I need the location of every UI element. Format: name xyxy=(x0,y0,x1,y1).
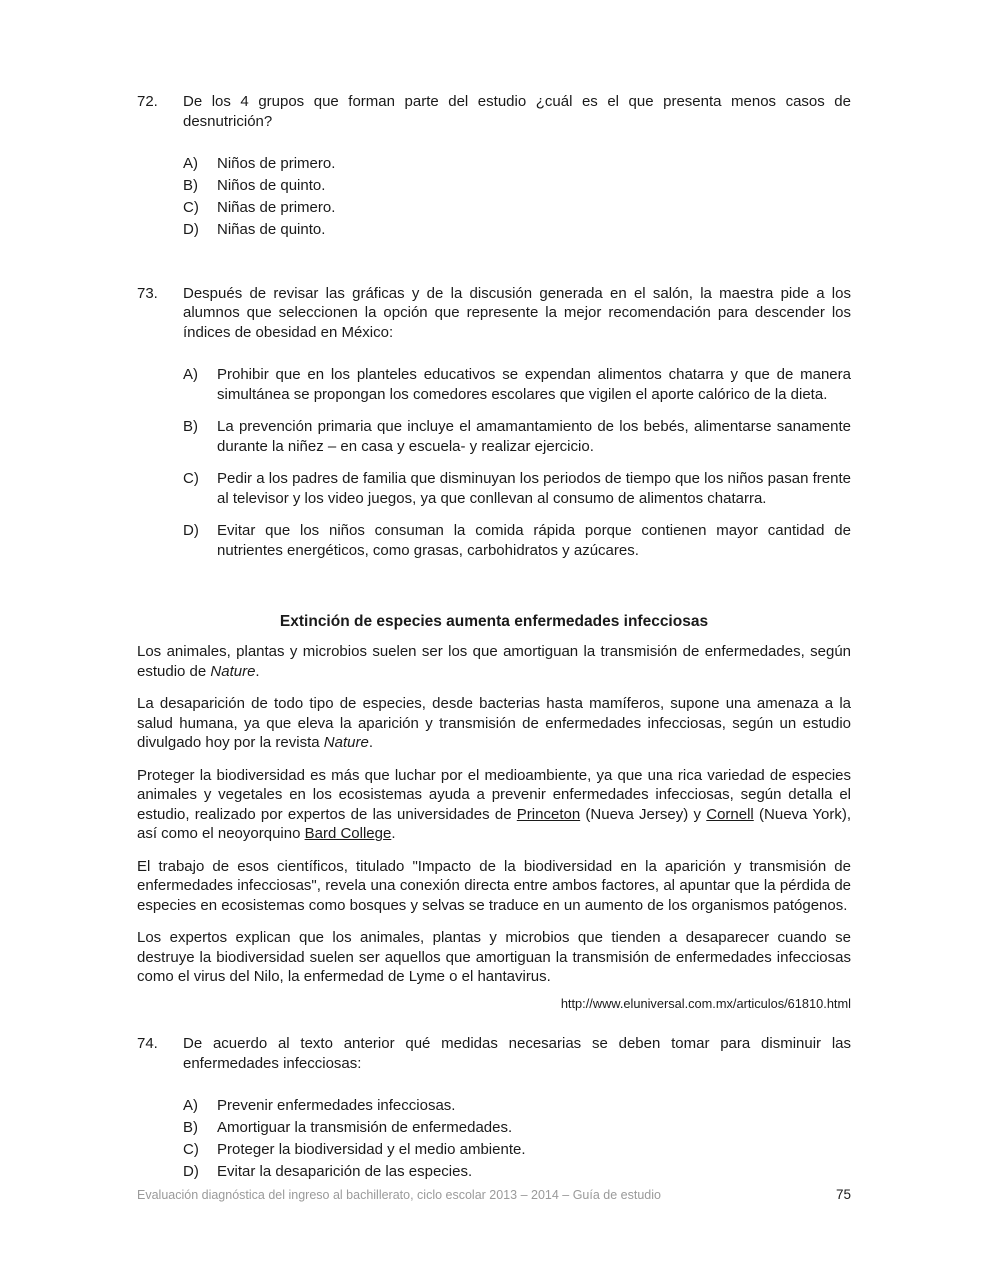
question-number: 72. xyxy=(137,93,158,110)
option-label: D) xyxy=(183,221,199,238)
article-paragraph: Los animales, plantas y microbios suelen ser los que amortiguan la transmisión de enfermedades, según estudio de Nature. xyxy=(137,643,851,680)
option-label: C) xyxy=(183,1141,199,1159)
option-row xyxy=(183,1162,851,1182)
question-74 xyxy=(137,1034,851,1182)
page-number: 75 xyxy=(835,1187,851,1202)
page-footer xyxy=(137,1186,851,1204)
option-label: D) xyxy=(183,522,199,539)
option-text: Evitar que los niños consuman la comida rápida porque contienen mayor cantidad de nutrientes energéticos, como grasas, carbohidratos y azúcares. xyxy=(217,522,851,559)
option-label: B) xyxy=(183,177,198,194)
option-text: Proteger la biodiversidad y el medio ambiente. xyxy=(217,1141,526,1159)
article-title: Extinción de especies aumenta enfermedades infecciosas xyxy=(279,613,709,630)
option-label: B) xyxy=(183,418,198,435)
footer-document-title: Evaluación diagnóstica del ingreso al bachillerato, ciclo escolar 2013 – 2014 – Guía de estudio xyxy=(137,1188,661,1202)
option-row xyxy=(183,198,851,218)
article-paragraph: La desaparición de todo tipo de especies, desde bacterias hasta mamíferos, supone una amenaza a la salud humana, ya que eleva la aparición y transmisión de enfermedades infecciosas, según un estudio divulgado hoy por la revista Nature. xyxy=(137,695,851,752)
option-label: D) xyxy=(183,1163,199,1181)
article-paragraph: Los expertos explican que los animales, plantas y microbios que tienden a desaparecer cuando se destruye la biodiversidad suelen ser aquellos que amortiguan la transmisión de enfermedades infecciosas como el virus del Nilo, la enfermedad de Lyme o el hantavirus. xyxy=(137,929,851,986)
option-row xyxy=(183,176,851,196)
option-row xyxy=(183,1096,851,1116)
option-label: A) xyxy=(183,1097,198,1115)
option-label: B) xyxy=(183,1119,198,1137)
option-text: Prevenir enfermedades infecciosas. xyxy=(217,1097,456,1115)
option-row xyxy=(183,469,851,508)
option-text: Niñas de quinto. xyxy=(217,221,326,238)
options-list xyxy=(183,365,851,560)
option-row xyxy=(183,417,851,456)
option-row xyxy=(183,1118,851,1138)
option-text: Niñas de primero. xyxy=(217,199,336,216)
question-stem: De acuerdo al texto anterior qué medidas necesarias se deben tomar para disminuir las enfermedades infecciosas: xyxy=(183,1035,851,1072)
options-list xyxy=(183,154,851,240)
option-text: Niños de primero. xyxy=(217,155,336,172)
options-list xyxy=(183,1096,851,1182)
option-label: A) xyxy=(183,155,198,172)
article xyxy=(137,612,851,1012)
option-text: Niños de quinto. xyxy=(217,177,326,194)
question-number: 74. xyxy=(137,1035,158,1053)
question-stem: Después de revisar las gráficas y de la discusión generada en el salón, la maestra pide a los alumnos que seleccionen la opción que represente la mejor recomendación para descender los índices de obesidad en México: xyxy=(183,284,851,341)
option-text: La prevención primaria que incluye el amamantamiento de los bebés, alimentarse sanamente durante la niñez – en casa y escuela- y realizar ejercicio. xyxy=(217,418,851,455)
option-label: A) xyxy=(183,366,198,383)
option-row xyxy=(183,154,851,174)
option-label: C) xyxy=(183,199,199,216)
option-row xyxy=(183,1140,851,1160)
option-row xyxy=(183,220,851,240)
article-paragraph: Proteger la biodiversidad es más que luchar por el medioambiente, ya que una rica variedad de especies animales y vegetales en los ecosistemas ayuda a prevenir enfermedades infecciosas, según detalla el estudio, realizado por expertos de las universidades de Princeton (Nueva Jersey) y Cornell (Nueva York), así como el neoyorquino Bard College. xyxy=(137,766,852,843)
question-73 xyxy=(137,284,851,561)
question-number: 73. xyxy=(137,284,158,302)
question-stem: De los 4 grupos que forman parte del estudio ¿cuál es el que presenta menos casos de desnutrición? xyxy=(183,93,851,130)
article-source-url: http://www.eluniversal.com.mx/articulos/61810.html xyxy=(560,995,851,1011)
option-text: Amortiguar la transmisión de enfermedades. xyxy=(217,1119,513,1137)
option-row xyxy=(183,521,851,560)
option-text: Prohibir que en los planteles educativos se expendan alimentos chatarra y que de manera simultánea se propongan los comedores escolares que vigilen el aporte calórico de la dieta. xyxy=(217,366,851,403)
question-72 xyxy=(137,92,851,240)
article-paragraph: El trabajo de esos científicos, titulado "Impacto de la biodiversidad en la aparición y transmisión de enfermedades infecciosas", revela una conexión directa entre ambos factores, al apuntar que la pérdida de especies en ecosistemas como bosques y selvas se traduce en un aumento de los organismos patógenos. xyxy=(137,857,851,914)
option-text: Evitar la desaparición de las especies. xyxy=(217,1163,473,1181)
option-row xyxy=(183,365,851,404)
option-text: Pedir a los padres de familia que disminuyan los periodos de tiempo que los niños pasan frente al televisor y los video juegos, ya que conllevan al consumo de alimentos chatarra. xyxy=(217,470,851,507)
option-label: C) xyxy=(183,470,199,487)
